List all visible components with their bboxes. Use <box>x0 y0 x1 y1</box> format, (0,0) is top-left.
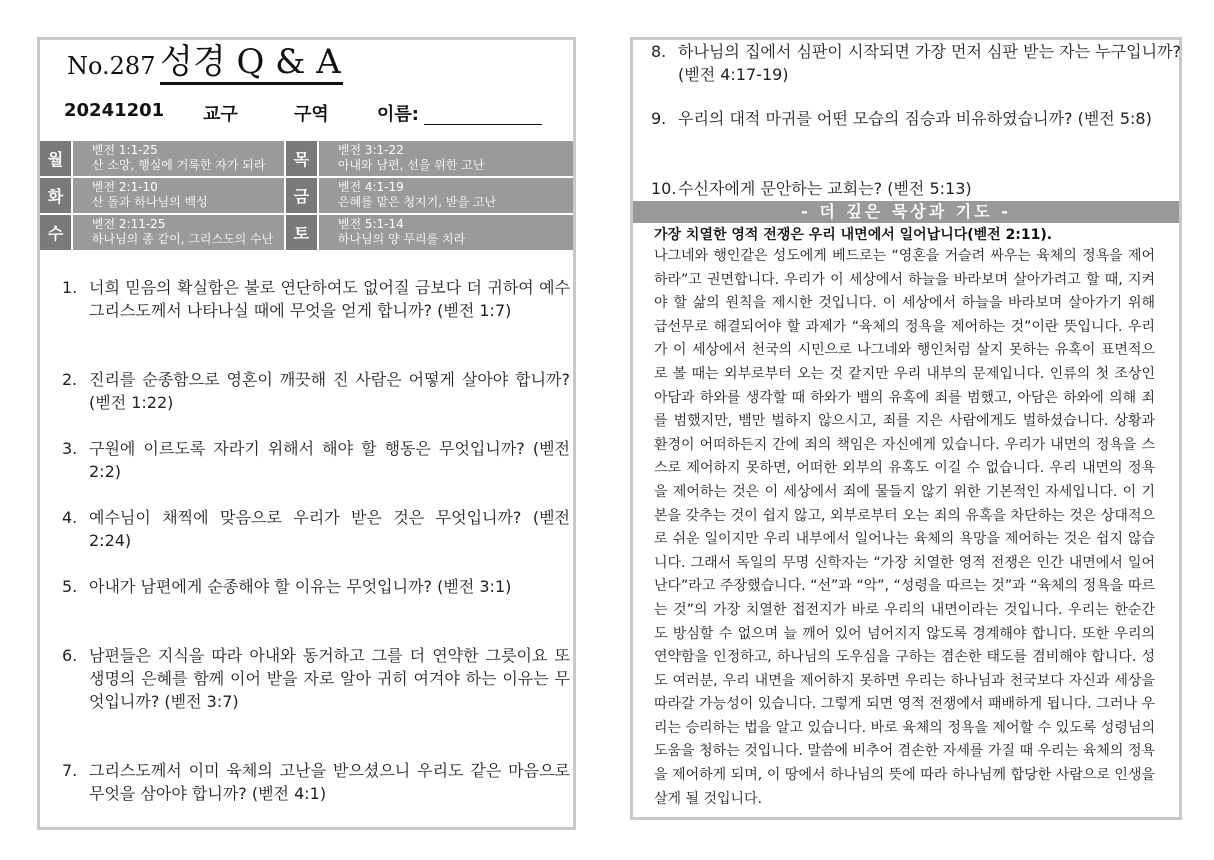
day-label: 수 <box>40 215 71 250</box>
schedule-cell <box>319 178 573 213</box>
question-number: 3. <box>62 439 78 458</box>
scripture-ref: 벧전 2:11-25 <box>91 217 166 231</box>
question-item <box>62 644 570 713</box>
day-label: 토 <box>286 215 317 250</box>
meditation-body: 나그네와 행인같은 성도에게 베드로는 “영혼을 거슬려 싸우는 육체의 정욕을 제어하라”고 권면합니다. 우리가 이 세상에서 하늘을 바라보며 살아가려고 할 때, 지켜야 할 삶의 원칙을 제시한 것입니다. 이 세상에서 하늘을 바라보며 살아가기 위해 급선무로 해결되어야 할 과제가 “육체의 정욕을 제어하는 것”이란 뜻입니다. 우리가 이 세상에서 천국의 시민으로 나그네와 행인처럼 살지 못하는 유혹이 표면적으로 볼 때는 외부로부터 오는 것 같지만 우리 내부의 문제입니다. 인류의 첫 조상인 아담과 하와를 생각할 때 하와가 뱀의 유혹에 죄를 범했고, 아담은 하와에 의해 죄를 범했지만, 뱀만 벌하지 않으시고, 죄를 지은 사람에게도 벌하셨습니다. 상황과 환경이 어떠하든지 간에 죄의 책임은 자신에게 있습니다. 우리가 내면의 정욕을 스스로 제어하지 못하면, 어떠한 외부의 유혹도 이길 수 없습니다. 우리 내면의 정욕을 제어하는 것은 이 세상에서 죄에 물들지 않기 위한 기본적인 자세입니다. 이 기본을 갖추는 것이 쉽지 않고, 외부로부터 오는 죄의 유혹을 차단하는 것은 상대적으로 쉬운 일이지만 우리 내부에서 일어나는 육체의 욕망을 제어하는 것은 쉽지 않습니다. 그래서 독일의 무명 신학자는 “가장 치열한 영적 전쟁은 인간 내면에서 일어난다”라고 주장했습니다. “선”과 “악”, “성령을 따르는 것”과 “육체의 정욕을 따르는 것”의 가장 치열한 접전지가 바로 우리의 내면이라는 것입니다. 우리는 한순간도 방심할 수 없으며 늘 깨어 있어 넘어지지 않도록 경계해야 합니다. 또한 우리의 연약함을 인정하고, 하나님의 도우심을 구하는 겸손한 태도를 겸비해야 합니다. 성도 여러분, 우리 내면을 제어하지 못하면 우리는 하나님과 천국보다 자신과 세상을 따라갈 가능성이 있습니다. 그렇게 되면 영적 전쟁에서 패배하게 됩니다. 그러나 우리는 승리하는 법을 알고 있습니다. 바로 육체의 정욕을 제어할 수 있도록 성령님의 도움을 청하는 것입니다. 말씀에 비추어 겸손한 자세를 가질 때 우리는 육체의 정욕을 제어하게 되며, 이 땅에서 하나님의 뜻에 따라 하나님께 합당한 사람으로 인생을 살게 될 것입니다. <box>654 248 1155 807</box>
reading-schedule <box>40 141 573 252</box>
day-label: 월 <box>40 141 71 176</box>
question-number: 1. <box>62 278 78 297</box>
scripture-ref: 벧전 2:1-10 <box>91 180 158 194</box>
scripture-ref: 벧전 5:1-14 <box>337 217 404 231</box>
question-item <box>62 759 570 805</box>
question-item <box>62 368 570 414</box>
question-text: 남편들은 지식을 따라 아내와 동거하고 그를 더 연약한 그릇이요 또 생명의 은혜를 함께 이어 받을 자로 알아 귀히 여겨야 하는 이유는 무엇입니까? (벧전 3:7) <box>89 646 570 711</box>
question-item <box>651 40 1181 86</box>
schedule-cell <box>73 215 284 250</box>
schedule-cell <box>73 141 284 176</box>
reading-topic: 하나님의 종 같이, 그리스도의 수난 <box>91 232 274 246</box>
question-text: 하나님의 집에서 심판이 시작되면 가장 먼저 심판 받는 자는 누구입니까? (벧전 4:17-19) <box>678 42 1181 84</box>
date-label: 20241201 <box>64 100 165 121</box>
name-blank-line <box>424 124 542 125</box>
question-number: 5. <box>62 577 78 596</box>
schedule-cell <box>319 215 573 250</box>
question-text: 예수님이 채찍에 맞음으로 우리가 받은 것은 무엇입니까? (벧전 2:24) <box>89 508 570 550</box>
question-text: 수신자에게 문안하는 교회는? (벧전 5:13) <box>678 179 972 198</box>
question-number: 8. <box>651 42 667 61</box>
question-text: 너희 믿음의 확실함은 불로 연단하여도 없어질 금보다 더 귀하여 예수 그리스도께서 나타나실 때에 무엇을 얻게 합니까? (벧전 1:7) <box>89 278 570 320</box>
name-label: 이름: <box>377 104 419 125</box>
zone-label: 구역 <box>294 104 329 125</box>
question-text: 우리의 대적 마귀를 어떤 모습의 짐승과 비유하였습니까? (벧전 5:8) <box>678 109 1152 128</box>
question-text: 구원에 이르도록 자라기 위해서 해야 할 행동은 무엇입니까? (벧전 2:2) <box>89 439 570 481</box>
question-item <box>62 276 570 322</box>
question-item <box>62 575 570 598</box>
reading-topic: 하나님의 양 무리를 치라 <box>337 232 466 246</box>
question-item <box>62 506 570 552</box>
question-text: 아내가 남편에게 순종해야 할 이유는 무엇입니까? (벧전 3:1) <box>89 577 512 596</box>
day-label: 금 <box>286 178 317 213</box>
question-item <box>651 177 1181 200</box>
day-label: 화 <box>40 178 71 213</box>
meditation-heading: 가장 치열한 영적 전쟁은 우리 내면에서 일어납니다(벧전 2:11). <box>654 227 1053 243</box>
meditation-section-bar: - 더 깊은 묵상과 기도 - <box>633 201 1179 223</box>
reading-topic: 산 소망, 행실에 거룩한 자가 되라 <box>91 158 266 172</box>
question-number: 6. <box>62 646 78 665</box>
reading-topic: 아내와 남편, 선을 위한 고난 <box>337 158 485 172</box>
question-number: 10. <box>651 179 677 198</box>
scripture-ref: 벧전 3:1-22 <box>337 143 404 157</box>
reading-topic: 은혜를 맡은 청지기, 받을 고난 <box>337 195 497 209</box>
schedule-row <box>40 215 573 250</box>
right-page <box>630 37 1182 820</box>
question-item <box>62 437 570 483</box>
question-number: 9. <box>651 109 667 128</box>
issue-number: No.287 <box>67 52 156 80</box>
day-label: 목 <box>286 141 317 176</box>
district-label: 교구 <box>203 104 238 125</box>
question-text: 그리스도께서 이미 육체의 고난을 받으셨으니 우리도 같은 마음으로 무엇을 삼아야 합니까? (벧전 4:1) <box>89 761 570 803</box>
schedule-cell <box>319 141 573 176</box>
left-page <box>37 37 576 830</box>
page-title: 성경 Q & A <box>160 42 343 85</box>
question-number: 4. <box>62 508 78 527</box>
schedule-row <box>40 141 573 176</box>
schedule-cell <box>73 178 284 213</box>
question-number: 2. <box>62 370 78 389</box>
question-text: 진리를 순종함으로 영혼이 깨끗해 진 사람은 어떻게 살아야 합니까? (벧전 1:22) <box>89 370 570 412</box>
question-item <box>651 107 1181 130</box>
scripture-ref: 벧전 4:1-19 <box>337 180 404 194</box>
question-number: 7. <box>62 761 78 780</box>
scripture-ref: 벧전 1:1-25 <box>91 143 158 157</box>
reading-topic: 산 돌과 하나님의 백성 <box>91 195 208 209</box>
schedule-row <box>40 178 573 213</box>
